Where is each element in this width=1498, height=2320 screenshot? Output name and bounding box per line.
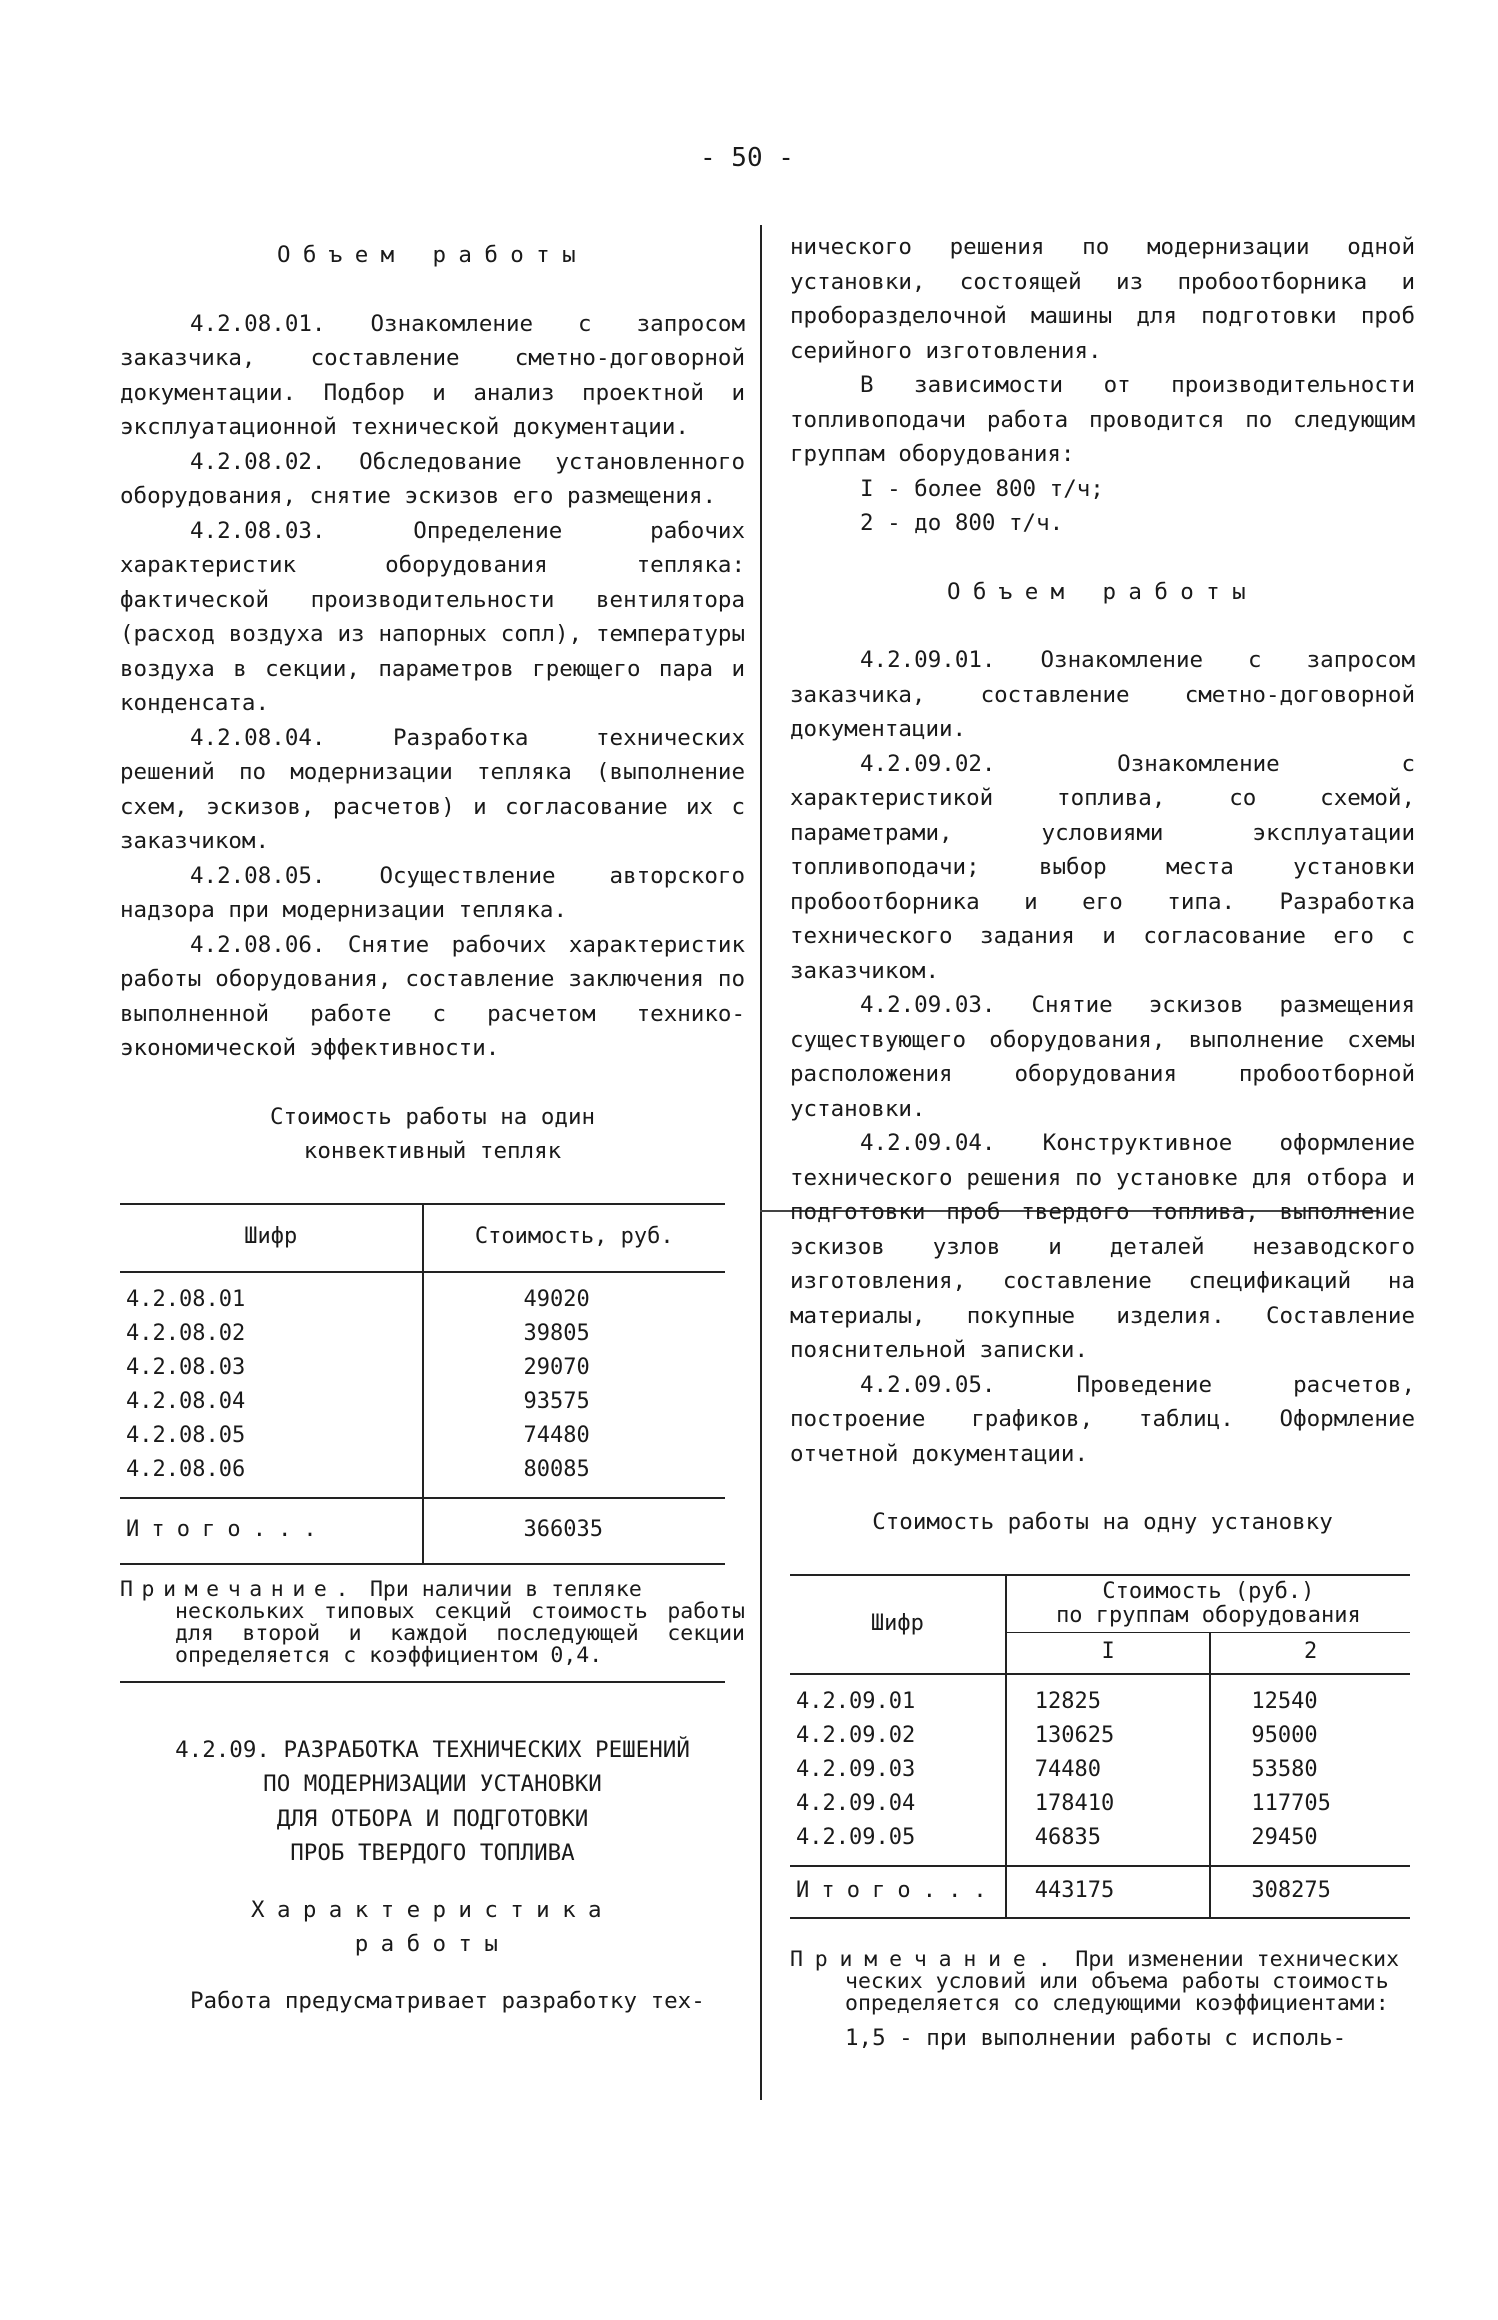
- total-value: 366035: [423, 1498, 726, 1564]
- header-cost-line1: Стоимость (руб.): [1102, 1578, 1315, 1604]
- table-row: [790, 1787, 1410, 1821]
- right-column: [790, 230, 1415, 2055]
- heading-line: ПРОБ ТВЕРДОГО ТОПЛИВА: [290, 1840, 575, 1866]
- header-group-1: I: [1006, 1632, 1211, 1674]
- characteristic-text: Работа предусматривает разработку тех-: [190, 1987, 705, 2014]
- paragraph-4-2-08-06: 4.2.08.06. Снятие рабочих характеристик работы оборудования, составление заключения по выполненной работе с расчетом технико-экономической эффективности.: [120, 931, 745, 1061]
- section-title-scope-2: Объем работы: [946, 578, 1259, 605]
- row-code: 4.2.08.05: [126, 1422, 246, 1448]
- row-code: 4.2.08.04: [126, 1388, 246, 1414]
- row-group1: 46835: [1006, 1821, 1211, 1866]
- characteristic-title-line2: работы: [354, 1931, 511, 1957]
- column-divider: [760, 225, 762, 2100]
- row-value: 74480: [423, 1419, 726, 1453]
- note-first-line: При изменении технических: [1075, 1946, 1400, 1972]
- header-group-2: 2: [1210, 1632, 1410, 1674]
- table-header-cost: [1006, 1575, 1410, 1633]
- row-group1: 12825: [1006, 1674, 1211, 1719]
- table-row: [790, 1753, 1410, 1787]
- paragraph-4-2-08-05: 4.2.08.05. Осуществление авторского надзора при модернизации тепляка.: [120, 862, 745, 923]
- section-heading-4-2-09: [120, 1733, 745, 1871]
- paragraph-4-2-09-02: 4.2.09.02. Ознакомление с характеристикой топлива, со схемой, параметрами, условиями эксплуатации топливоподачи; выбор места установки пробоотборника и его типа. Разработка технического задания и согласование его с заказчиком.: [790, 750, 1415, 984]
- row-value: 49020: [423, 1272, 726, 1317]
- row-group2: 29450: [1210, 1821, 1410, 1866]
- table-total-row: [120, 1498, 725, 1564]
- row-code: 4.2.08.06: [126, 1456, 246, 1482]
- page-number: - 50 -: [700, 143, 794, 173]
- note-label: Примечание.: [790, 1946, 1063, 1972]
- coefficient-line: 1,5 - при выполнении работы с исполь-: [845, 2024, 1347, 2051]
- paragraph-4-2-09-04: 4.2.09.04. Конструктивное оформление технического решения по установке для отбора и подготовки проб твердого топлива, выполнение эскизов узлов и деталей незаводского изготовления, составление спецификаций на материалы, покупные изделия. Составление пояснительной записки.: [790, 1130, 1415, 1363]
- header-cost-line2: по группам оборудования: [1056, 1602, 1361, 1628]
- heading-line: ДЛЯ ОТБОРА И ПОДГОТОВКИ: [276, 1805, 589, 1832]
- section-title-scope: Объем работы: [276, 242, 589, 268]
- paragraph-4-2-09-03: 4.2.09.03. Снятие эскизов размещения существующего оборудования, выполнение схемы расположения оборудования пробоотборной установки.: [790, 992, 1415, 1122]
- paragraph-4-2-08-02: 4.2.08.02. Обследование установленного оборудования, снятие эскизов его размещения.: [120, 448, 745, 509]
- paragraph-4-2-08-03: 4.2.08.03. Определение рабочих характеристик оборудования тепляка: фактической производительности вентилятора (расход воздуха из напорных сопл), температуры воздуха в секции, параметров греющего пара и конденсата.: [120, 517, 745, 716]
- group-2: 2 - до 800 т/ч.: [860, 510, 1064, 536]
- cost-caption-line1: Стоимость работы на один: [269, 1103, 596, 1130]
- row-group2: 95000: [1210, 1719, 1410, 1753]
- group-1: I - более 800 т/ч;: [860, 475, 1104, 502]
- row-group2: 53580: [1210, 1753, 1410, 1787]
- table-header-code: Шифр: [790, 1575, 1006, 1674]
- table-row: [120, 1317, 725, 1351]
- row-group1: 130625: [1006, 1719, 1211, 1753]
- total-label: Итого...: [120, 1498, 423, 1564]
- row-code: 4.2.08.03: [126, 1354, 246, 1380]
- row-value: 80085: [423, 1453, 726, 1498]
- table-row: [790, 1821, 1410, 1866]
- heading-line: 4.2.09. РАЗРАБОТКА ТЕХНИЧЕСКИХ РЕШЕНИЙ: [175, 1736, 690, 1763]
- row-code: 4.2.08.02: [126, 1320, 246, 1346]
- heading-line: ПО МОДЕРНИЗАЦИИ УСТАНОВКИ: [263, 1771, 602, 1797]
- characteristic-title-line1: Характеристика: [251, 1896, 614, 1923]
- note-text: ческих условий или объема работы стоимость определяется со следующими коэффициентами:: [845, 1968, 1389, 2016]
- row-group2: 117705: [1210, 1787, 1410, 1821]
- row-group1: 178410: [1006, 1787, 1211, 1821]
- note-coefficient: [120, 1576, 745, 1668]
- row-code: 4.2.09.01: [790, 1674, 1006, 1719]
- row-group1: 74480: [1006, 1753, 1211, 1787]
- note-label: Примечание.: [120, 1576, 357, 1602]
- cost-table-4-2-08: [120, 1203, 725, 1565]
- table-total-row: [790, 1866, 1410, 1918]
- row-code: 4.2.09.02: [796, 1722, 916, 1748]
- row-value: 93575: [423, 1385, 726, 1419]
- row-code: 4.2.09.04: [796, 1790, 916, 1816]
- cost-caption-line2: конвективный тепляк: [303, 1138, 562, 1164]
- row-code: 4.2.08.01: [126, 1286, 246, 1312]
- paragraph-4-2-09-01: 4.2.09.01. Ознакомление с запросом заказчика, составление сметно-договорной документации.: [790, 647, 1415, 742]
- table-row: [120, 1419, 725, 1453]
- total-group2: 308275: [1210, 1866, 1410, 1918]
- table-row: [120, 1453, 725, 1498]
- groups-text: В зависимости от производительности топливоподачи работа проводится по следующим группам оборудования:: [790, 372, 1415, 467]
- table-row: [790, 1674, 1410, 1719]
- table-header-cost: Стоимость, руб.: [423, 1204, 726, 1272]
- paragraph-4-2-08-01: 4.2.08.01. Ознакомление с запросом заказчика, составление сметно-договорной документации. Подбор и анализ проектной и эксплуатационной технической документации.: [120, 310, 745, 440]
- total-label: Итого...: [790, 1866, 1006, 1918]
- row-group2: 12540: [1210, 1674, 1410, 1719]
- note-text: нескольких типовых секций стоимость работы для второй и каждой последующей секции определяется с коэффициентом 0,4.: [175, 1598, 745, 1668]
- row-code: 4.2.09.05: [796, 1824, 916, 1850]
- table-row: [120, 1351, 725, 1385]
- table-row: [790, 1719, 1410, 1753]
- intro-continuation: нического решения по модернизации одной установки, состоящей из пробоотборника и проборазделочной машины для подготовки проб серийного изготовления.: [790, 234, 1415, 364]
- paragraph-4-2-08-04: 4.2.08.04. Разработка технических решений по модернизации тепляка (выполнение схем, эскизов, расчетов) и согласование их с заказчиком.: [120, 724, 745, 854]
- row-code: 4.2.09.03: [796, 1756, 916, 1782]
- row-value: 39805: [423, 1317, 726, 1351]
- paragraph-4-2-09-05: 4.2.09.05. Проведение расчетов, построение графиков, таблиц. Оформление отчетной документации.: [790, 1371, 1415, 1467]
- left-column: [120, 230, 745, 2018]
- table-row: [120, 1272, 725, 1317]
- total-group1: 443175: [1006, 1866, 1211, 1918]
- note-first-line: При наличии в тепляке: [369, 1576, 642, 1602]
- cost-caption-2: Стоимость работы на одну установку: [872, 1509, 1333, 1535]
- table-row: [120, 1385, 725, 1419]
- note-coefficients: [790, 1946, 1415, 2016]
- table-header-code: Шифр: [244, 1224, 298, 1250]
- cost-table-4-2-09: [790, 1574, 1410, 1919]
- row-value: 29070: [423, 1351, 726, 1385]
